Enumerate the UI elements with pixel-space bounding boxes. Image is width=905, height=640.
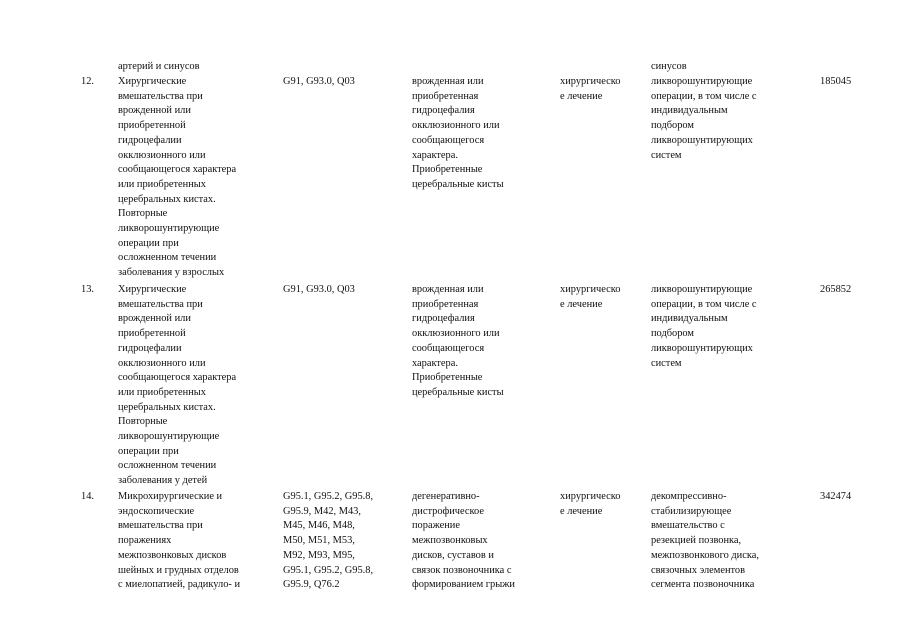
row-patient-model: дегенеративно- дистрофическое поражение межпозвонковых дисков, суставов и связок позвоночника с формированием грыжи [412,491,515,591]
row-number: 14. [81,491,94,502]
row-number: 12. [81,76,94,87]
row-number: 13. [81,284,94,295]
row-procedure: Микрохирургические и эндоскопические вмешательства при поражениях межпозвонковых дисков шейных и грудных отделов с миелопатией, радикуло- и [118,491,241,591]
row-cost: 265852 [820,284,852,295]
row-treatment-type: хирургическо е лечение [560,76,621,102]
row-procedure: Хирургические вмешательства при врожденной или приобретенной гидроцефалии окклюзионного или сообщающегося характера или приобретенных церебральных кистах. Повторные ликворошунтирующие операции при осложненном течении заболевания у взрослых [118,76,237,279]
continued-name-cell: артерий и синусов [118,61,200,72]
row-patient-model: врожденная или приобретенная гидроцефалия окклюзионного или сообщающегося характера. Приобретенные церебральные кисты [412,76,504,190]
row-procedure: Хирургические вмешательства при врожденной или приобретенной гидроцефалии окклюзионного или сообщающегося характера или приобретенных церебральных кистах. Повторные ликворошунтирующие операции при осложненном течении заболевания у детей [118,284,237,487]
row-icd-codes: G91, G93.0, Q03 [283,76,355,87]
row-cost: 185045 [820,76,852,87]
row-icd-codes: G95.1, G95.2, G95.8, G95.9, M42, M43, M45, M46, M48, M50, M51, M53, M92, M93, M95, G95.1, G95.2, G95.8, G95.9, Q76.2 [283,491,374,591]
row-icd-codes: G91, G93.0, Q03 [283,284,355,295]
row-cost: 342474 [820,491,852,502]
row-method: декомпрессивно- стабилизирующее вмешательство с резекцией позвонка, межпозвонкового диска, связочных элементов сегмента позвоночника [651,491,759,591]
continued-method-cell: синусов [651,61,687,72]
row-patient-model: врожденная или приобретенная гидроцефалия окклюзионного или сообщающегося характера. Приобретенные церебральные кисты [412,284,504,398]
row-treatment-type: хирургическо е лечение [560,284,621,310]
row-treatment-type: хирургическо е лечение [560,491,621,517]
row-method: ликворошунтирующие операции, в том числе с индивидуальным подбором ликворошунтирующих систем [651,76,757,161]
row-method: ликворошунтирующие операции, в том числе с индивидуальным подбором ликворошунтирующих систем [651,284,757,369]
